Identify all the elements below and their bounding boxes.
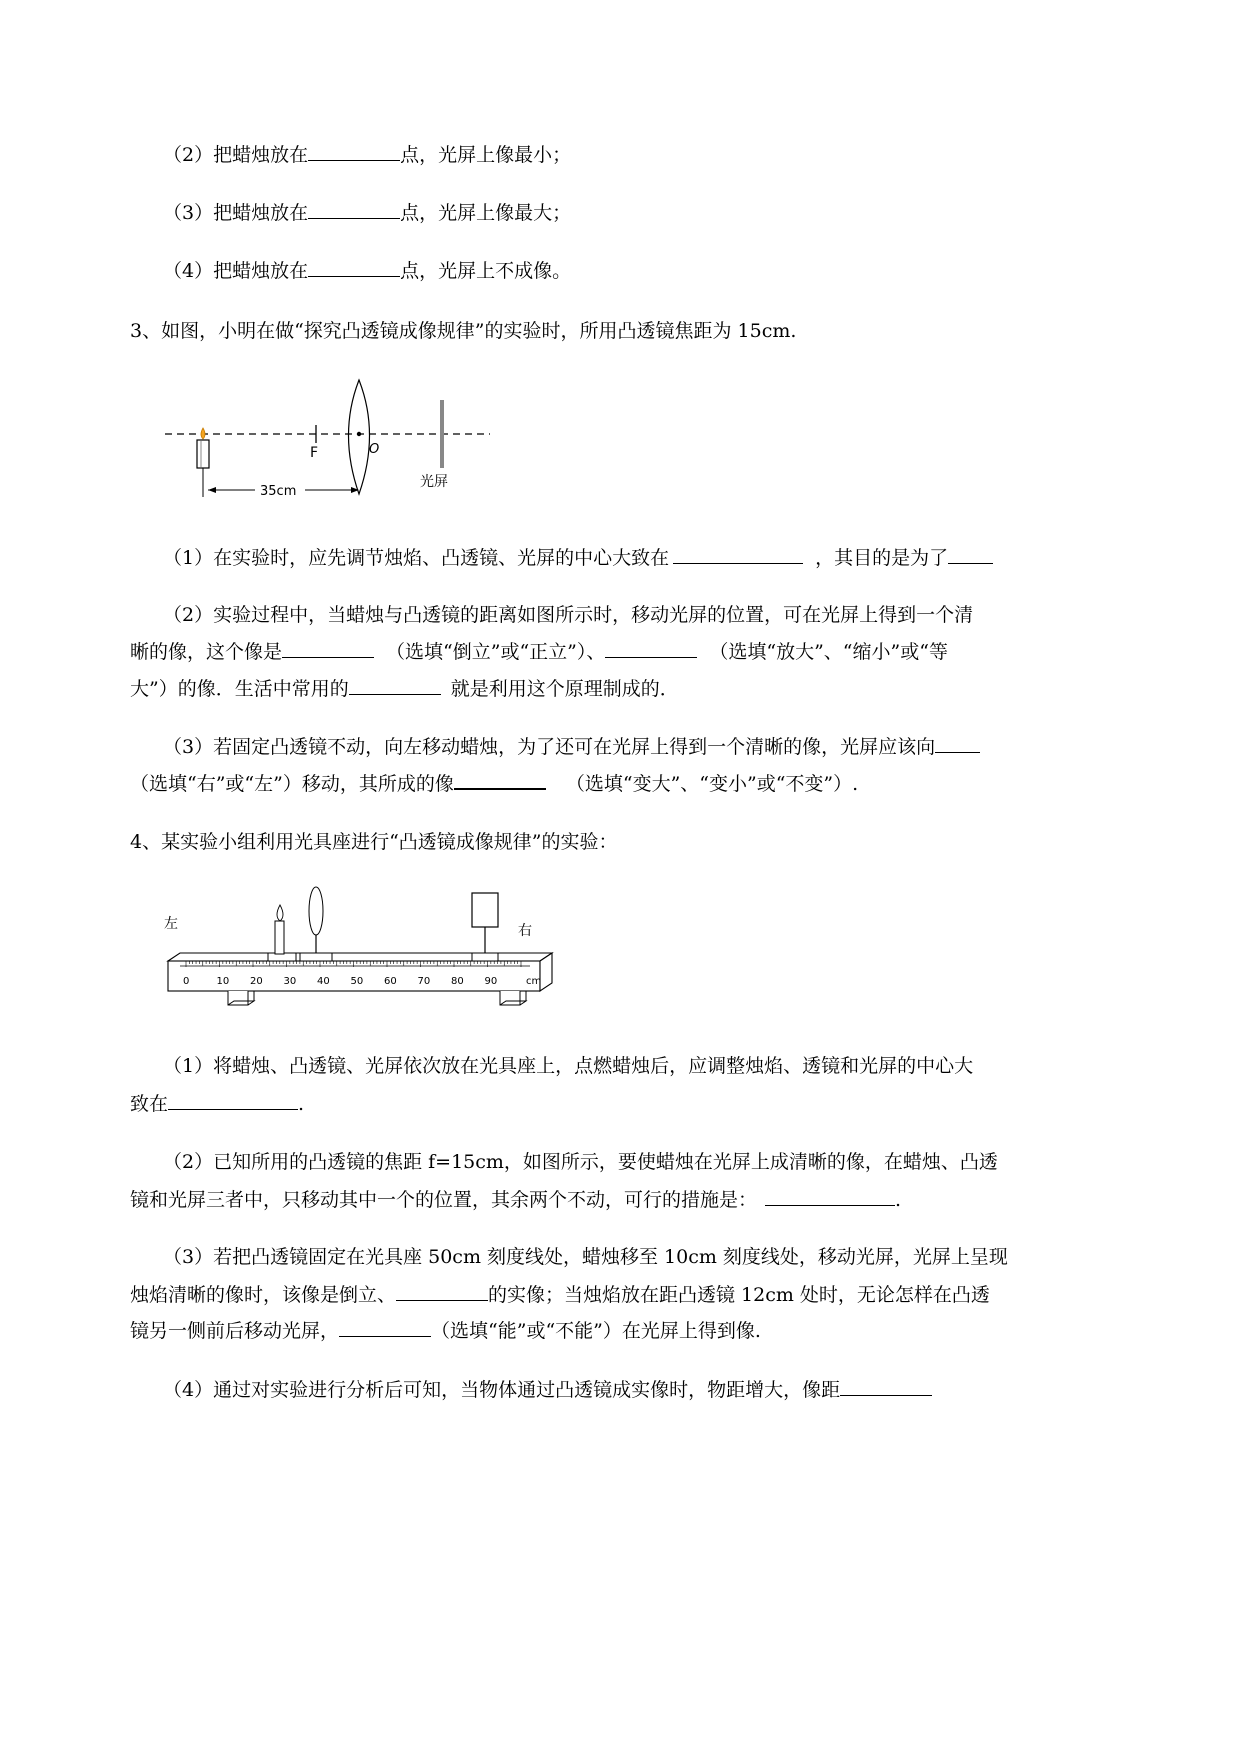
q2-part4 [163, 258, 571, 283]
q4-part1-line2 [130, 1091, 304, 1116]
convex-lens [349, 380, 370, 494]
q3-part2-line2 [130, 639, 948, 664]
convex-lens [309, 887, 323, 935]
right-label: 右 [518, 923, 532, 939]
q3-part2-text-c: （选填“放大”、“缩小”或“等 [709, 641, 948, 663]
answer-blank[interactable] [282, 639, 374, 658]
q4-stem: 4、某实验小组利用光具座进行“凸透镜成像规律”的实验： [130, 831, 618, 853]
answer-blank[interactable] [339, 1318, 431, 1337]
answer-blank[interactable] [308, 200, 400, 219]
answer-blank[interactable] [605, 639, 697, 658]
q4-part4 [163, 1377, 932, 1402]
q3-part3-text-b: （选填“右”或“左”）移动，其所成的像 [130, 773, 454, 795]
q3-stem: 3、如图，小明在做“探究凸透镜成像规律”的实验时，所用凸透镜焦距为 15cm. [130, 320, 797, 342]
q2-part3 [163, 200, 571, 225]
q4-part2-line2 [130, 1187, 901, 1212]
candle-flame [201, 428, 205, 439]
q2-part3-post: 点，光屏上像最大； [400, 202, 572, 224]
bench-tick-label: 20 [250, 976, 263, 987]
q3-part1-text: （1）在实验时，应先调节烛焰、凸透镜、光屏的中心大致在 [163, 547, 670, 569]
lens-center [357, 432, 361, 436]
q4-part4-text: （4）通过对实验进行分析后可知，当物体通过凸透镜成实像时，物距增大，像距 [163, 1379, 841, 1401]
answer-blank[interactable] [168, 1091, 298, 1110]
light-screen [440, 400, 444, 468]
q4-part3-text-b: 的实像；当烛焰放在距凸透镜 12cm 处时，无论怎样在凸透 [488, 1284, 990, 1306]
q3-part3-line2 [130, 770, 858, 796]
q2-part4-post: 点，光屏上不成像。 [400, 260, 572, 282]
q3-part3-text: （3）若固定凸透镜不动，向左移动蜡烛，为了还可在光屏上得到一个清晰的像，光屏应该向 [163, 736, 936, 758]
q3-part2-line3 [130, 676, 679, 701]
q4-part2-text-b: . [895, 1189, 902, 1211]
q4-part3-line3 [130, 1318, 761, 1343]
q3-lens-diagram [160, 375, 500, 505]
answer-blank[interactable] [396, 1282, 488, 1301]
q3-part2-line1: （2）实验过程中，当蜡烛与凸透镜的距离如图所示时，移动光屏的位置，可在光屏上得到一个清 [163, 604, 974, 626]
q3-part3-text-c: （选填“变大”、“变小”或“不变”）. [565, 773, 859, 795]
bench-tick-label: 50 [350, 976, 364, 987]
optical-center-label: O [369, 442, 380, 457]
light-screen [472, 893, 498, 927]
q4-part1-text: 致在 [130, 1093, 169, 1115]
answer-blank[interactable] [935, 734, 980, 753]
q4-part1-text-b: . [298, 1093, 305, 1115]
q4-optical-bench-diagram [160, 883, 560, 1018]
bench-tick-label: 0 [183, 976, 190, 987]
bench-tick-label: 90 [484, 976, 498, 987]
answer-blank[interactable] [308, 258, 400, 277]
answer-blank[interactable] [673, 545, 803, 564]
q4-part3-line2 [130, 1282, 990, 1307]
q2-part3-pre: （3）把蜡烛放在 [163, 202, 309, 224]
q2-part2-pre: （2）把蜡烛放在 [163, 144, 309, 166]
bench-tick-label: 40 [317, 976, 330, 987]
candle-flame [277, 905, 283, 921]
q4-part3-line1: （3）若把凸透镜固定在光具座 50cm 刻度线处，蜡烛移至 10cm 刻度线处，移动光屏，光屏上呈现 [163, 1246, 1008, 1268]
answer-blank[interactable] [454, 770, 546, 790]
q4-part2-line1: （2）已知所用的凸透镜的焦距 f=15cm，如图所示，要使蜡烛在光屏上成清晰的像，在蜡烛、凸透 [163, 1151, 998, 1173]
q4-part3-text-d: （选填“能”或“不能”）在光屏上得到像. [431, 1320, 761, 1342]
screen-holder [472, 953, 498, 961]
left-label: 左 [164, 916, 178, 932]
q4-part1-line1: （1）将蜡烛、凸透镜、光屏依次放在光具座上，点燃蜡烛后，应调整烛焰、透镜和光屏的中心大 [163, 1055, 974, 1077]
q3-part2-text: 晰的像，这个像是 [130, 641, 283, 663]
answer-blank[interactable] [840, 1377, 932, 1396]
candle-body [197, 440, 209, 468]
bench-tick-label: 80 [451, 976, 464, 987]
q4-part3-text-c: 镜另一侧前后移动光屏， [130, 1320, 340, 1342]
bench-tick-label: 10 [216, 976, 230, 987]
q3-part3-line1 [163, 734, 980, 759]
lens-holder [300, 953, 332, 961]
candle-body [275, 921, 284, 954]
distance-label: 35cm [260, 484, 297, 499]
q4-part3-text: 烛焰清晰的像时，该像是倒立、 [130, 1284, 397, 1306]
q4-part2-text: 镜和光屏三者中，只移动其中一个的位置，其余两个不动，可行的措施是： [130, 1189, 758, 1211]
answer-blank[interactable] [349, 676, 441, 695]
bench-tick-label: 70 [417, 976, 431, 987]
bench-unit: cm [526, 976, 542, 987]
q3-part1 [163, 545, 993, 570]
q2-part2-post: 点，光屏上像最小； [400, 144, 572, 166]
q2-part4-pre: （4）把蜡烛放在 [163, 260, 309, 282]
q3-part2-text-b: （选填“倒立”或“正立”）、 [386, 641, 606, 663]
focal-point-label: F [310, 445, 319, 461]
q3-part1-text-b: ，其目的是为了 [815, 547, 949, 569]
answer-blank[interactable] [948, 545, 993, 564]
answer-blank[interactable] [308, 142, 400, 161]
screen-label: 光屏 [420, 474, 448, 490]
q3-part2-text-e: 就是利用这个原理制成的． [450, 678, 679, 700]
bench-tick-label: 30 [283, 976, 297, 987]
q2-part2 [163, 142, 571, 167]
bench-tick-label: 60 [384, 976, 397, 987]
q3-part2-text-d: 大”）的像．生活中常用的 [130, 678, 349, 700]
answer-blank[interactable] [765, 1187, 895, 1206]
